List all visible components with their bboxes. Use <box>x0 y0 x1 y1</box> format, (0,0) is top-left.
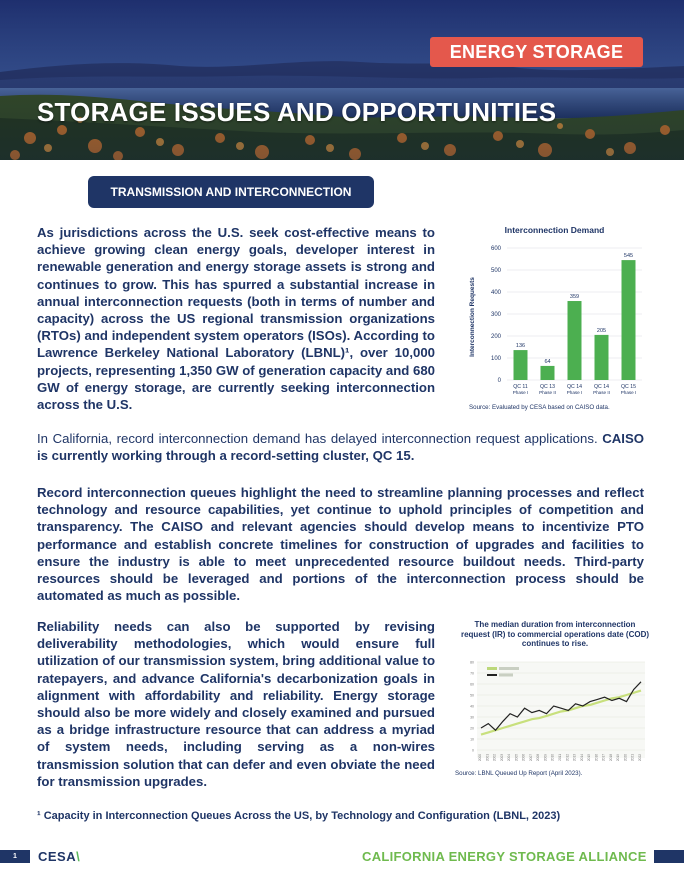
x-tick-label: 2011 <box>558 754 562 761</box>
caiso-highlight: CAISO is currently working through a record-setting cluster, QC 15. <box>37 431 644 464</box>
california-text: In California, record interconnection demand has delayed interconnection request applications. <box>37 431 603 446</box>
x-tick-label: 2009 <box>543 754 548 762</box>
bar-value-label: 64 <box>544 358 551 365</box>
x-tick-label: 2002 <box>492 754 497 762</box>
legend-text-placeholder <box>499 667 519 670</box>
x-tick-label: 2018 <box>608 754 613 762</box>
category-tag: ENERGY STORAGE <box>430 37 643 67</box>
x-tick-label: 2001 <box>485 754 490 762</box>
y-axis-label: Interconnection Requests <box>469 277 476 357</box>
intro-paragraph: As jurisdictions across the U.S. seek cost-effective means to achieve growing clean energy goals, developer interest in renewable generation and energy storage assets is strong and continues to grow. This has spurred a substantial increase in annual interconnection requests (both in terms of number and capacity) across the US regional transmission organizations (RTOs) and independent system operators (ISOs). According to Lawrence Berkeley National Laboratory (LBNL)¹, over 10,000 projects, representing 1,350 GW of generation capacity and 680 GW of energy storage, are currently seeking interconnection across the U.S. <box>37 225 435 413</box>
bar-value-label: 545 <box>623 253 634 260</box>
chart-title: Interconnection Demand <box>504 225 605 235</box>
cesa-logo <box>38 849 80 864</box>
y-tick-label: 400 <box>490 290 501 296</box>
x-tick-sublabel: Phase II <box>593 390 610 395</box>
bar <box>568 301 582 380</box>
x-tick-label: 2010 <box>550 754 555 762</box>
y-tick-label: 10 <box>470 737 474 742</box>
section-heading: TRANSMISSION AND INTERCONNECTION <box>88 176 374 208</box>
organization-name: CALIFORNIA ENERGY STORAGE ALLIANCE <box>362 849 647 864</box>
y-tick-label: 0 <box>472 748 474 753</box>
interconnection-demand-chart <box>462 220 652 415</box>
x-tick-label: QC 15 <box>621 384 636 390</box>
x-tick-label: 2012 <box>565 754 570 762</box>
y-tick-label: 600 <box>490 246 501 252</box>
bar-value-label: 205 <box>596 327 607 334</box>
y-tick-label: 40 <box>470 704 474 709</box>
y-tick-label: 50 <box>470 693 474 698</box>
bar-value-label: 136 <box>515 343 526 350</box>
queues-paragraph: Record interconnection queues highlight the need to streamline planning processes and reflect technology and resource capabilities, yet continue to uphold principles of competition and transparency. The CAISO and relevant agencies should develop means to incentivize PTO performance and establish concrete timelines for construction of upgrades and facilities to ensure the industry is able to meet unprecedented resource buildout needs. Third-party resources should be leveraged and portions of the interconnection process should be automated as much as possible. <box>37 485 644 604</box>
chart-title: The median duration from interconnection request (IR) to commercial operations date (COD) continues to rise. <box>460 620 650 648</box>
page-title: STORAGE ISSUES AND OPPORTUNITIES <box>37 97 557 127</box>
x-tick-label: 2017 <box>601 754 606 762</box>
bar <box>541 366 555 380</box>
x-tick-label: 2021 <box>630 754 635 762</box>
logo-swoosh-icon: \ <box>76 849 81 864</box>
x-tick-label: 2022 <box>638 754 642 762</box>
x-tick-label: QC 14 <box>594 384 609 390</box>
footnote: ¹ Capacity in Interconnection Queues Across the US, by Technology and Configuration (LBNL, 2023) <box>37 810 561 822</box>
x-tick-label: 2014 <box>579 754 584 762</box>
y-tick-label: 80 <box>470 660 474 665</box>
chart-source: Source: Evaluated by CESA based on CAISO data. <box>469 404 610 411</box>
logo-text: CESA <box>38 849 77 864</box>
reliability-paragraph: Reliability needs can also be supported by revising deliverability methodologies, which would ensure full utilization of our transmission system, bring additional value to ratepayers, and advance California's decarbonization goals in alignment with affordability and reliability. Energy storage should also be more widely and closely examined and pursued as a bridge infrastructure resource that can address a myriad of system needs, including serving as a non-wires transmission solution that can defer and even obviate the need for transmission upgrades. <box>37 619 435 789</box>
x-tick-label: 2013 <box>572 754 577 762</box>
bar-chart-svg <box>462 220 652 400</box>
y-tick-label: 300 <box>490 312 501 318</box>
y-tick-label: 100 <box>490 356 501 362</box>
x-tick-label: 2000 <box>478 754 482 762</box>
x-tick-label: QC 13 <box>540 384 555 390</box>
ir-cod-duration-chart <box>455 618 655 783</box>
x-tick-label: 2006 <box>521 754 526 762</box>
y-tick-label: 20 <box>470 726 474 731</box>
y-tick-label: 200 <box>490 334 501 340</box>
bar <box>595 335 609 380</box>
y-tick-label: 60 <box>470 682 474 687</box>
x-tick-label: 2016 <box>594 754 599 762</box>
hero-banner <box>0 0 684 160</box>
x-tick-sublabel: Phase I <box>620 390 637 395</box>
footer-accent-bar <box>654 850 684 863</box>
landscape-photo <box>0 0 684 160</box>
legend-swatch-median <box>487 674 497 676</box>
x-tick-label: 2003 <box>499 754 504 762</box>
x-tick-label: 2019 <box>616 754 621 762</box>
page-number: 1 <box>0 850 30 863</box>
x-tick-sublabel: Phase II <box>539 390 556 395</box>
bar-value-label: 359 <box>569 294 580 301</box>
bar <box>622 260 636 380</box>
y-tick-label: 70 <box>470 671 474 676</box>
y-tick-label: 500 <box>490 268 501 274</box>
x-tick-label: 2008 <box>536 754 541 762</box>
x-tick-sublabel: Phase I <box>566 390 583 395</box>
x-tick-label: QC 14 <box>567 384 582 390</box>
x-tick-label: 2005 <box>514 754 519 762</box>
california-paragraph <box>37 430 644 464</box>
y-tick-label: 30 <box>470 715 474 720</box>
x-tick-label: QC 11 <box>513 384 528 390</box>
x-tick-sublabel: Phase I <box>512 390 529 395</box>
bar <box>514 350 528 380</box>
legend-text-placeholder <box>499 674 513 677</box>
y-tick-label: 0 <box>497 378 501 384</box>
x-tick-label: 2020 <box>623 754 628 762</box>
legend-swatch-range <box>487 667 497 670</box>
x-tick-label: 2007 <box>528 754 533 762</box>
line-chart-svg <box>455 618 655 768</box>
chart-source: Source: LBNL Queued Up Report (April 2023). <box>455 770 583 777</box>
x-tick-label: 2015 <box>587 754 592 762</box>
x-tick-label: 2004 <box>507 754 512 762</box>
